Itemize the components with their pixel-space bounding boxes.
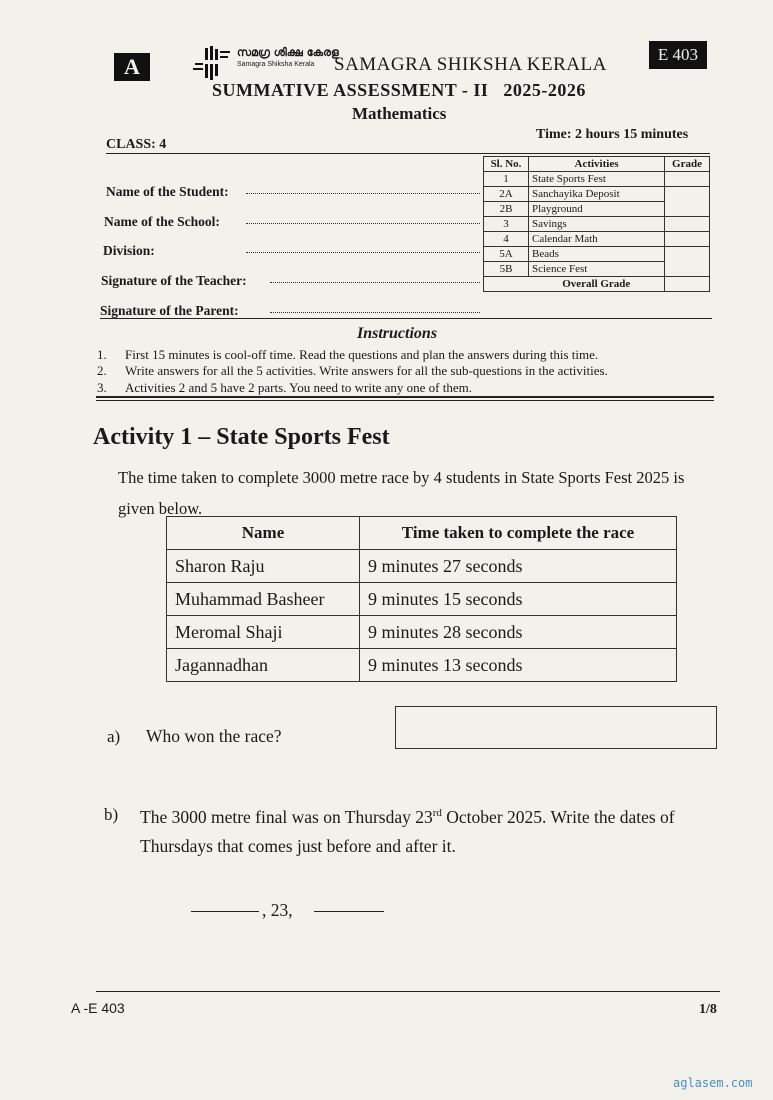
instruction-number: 1. (97, 347, 107, 362)
instruction-text: First 15 minutes is cool-off time. Read the questions and plan the answers during this time. (125, 347, 599, 362)
question-a-label: a) (107, 727, 121, 746)
answer-blank-middle: , 23, (262, 900, 293, 920)
logo-mark-icon (193, 46, 233, 80)
parent-signature-field[interactable] (270, 311, 480, 313)
grade-cell[interactable] (665, 217, 710, 232)
grade-header-grade: Grade (665, 157, 710, 172)
race-table-header (167, 517, 677, 550)
exam-title: SUMMATIVE ASSESSMENT - II 2025-2026 (212, 80, 586, 100)
samagra-logo (193, 44, 339, 80)
parent-signature-label: Signature of the Parent: (100, 303, 239, 318)
grade-row-activity: State Sports Fest (529, 172, 665, 187)
grade-row-activity: Savings (529, 217, 665, 232)
race-time-cell: 9 minutes 13 seconds (360, 649, 677, 682)
race-table (166, 516, 677, 682)
race-time-cell: 9 minutes 27 seconds (360, 550, 677, 583)
answer-blank-after[interactable] (314, 911, 384, 912)
grade-row-no: 3 (484, 217, 529, 232)
overall-grade-row (484, 277, 710, 292)
question-b-label: b) (104, 805, 119, 824)
race-header-name: Name (167, 517, 360, 550)
grade-row-no: 2A (484, 187, 529, 202)
school-name-field[interactable] (246, 222, 480, 224)
grade-row-activity: Calendar Math (529, 232, 665, 247)
instructions-title: Instructions (357, 325, 438, 342)
grade-cell[interactable] (665, 172, 710, 187)
student-name-cell: Jagannadhan (167, 649, 360, 682)
organisation-name: SAMAGRA SHIKSHA KERALA (334, 54, 607, 75)
question-b-text-part1: The 3000 metre final was on Thursday 23 (140, 806, 433, 827)
grade-cell[interactable] (665, 232, 710, 247)
instruction-item (97, 380, 472, 396)
subject-title: Mathematics (352, 104, 447, 123)
instruction-text: Write answers for all the 5 activities. Write answers for all the sub-questions in the activities. (125, 363, 608, 378)
student-name-cell: Muhammad Basheer (167, 583, 360, 616)
grade-header-slno: Sl. No. (484, 157, 529, 172)
grade-row-no: 2B (484, 202, 529, 217)
grade-row-activity: Playground (529, 202, 665, 217)
question-b-text-part2: October 2025. Write the dates of Thursdays that comes just before and after it. (140, 806, 675, 856)
grade-row (484, 172, 710, 187)
footer-divider (96, 991, 720, 992)
footer-paper-code: A -E 403 (71, 1000, 125, 1016)
grade-row-activity: Beads (529, 247, 665, 262)
question-a-answer-box[interactable] (395, 706, 717, 749)
race-header-time: Time taken to complete the race (360, 517, 677, 550)
table-row (167, 649, 677, 682)
grade-row-no: 5B (484, 262, 529, 277)
grade-row-no: 4 (484, 232, 529, 247)
question-b-text (140, 799, 720, 861)
student-name-field[interactable] (246, 192, 480, 194)
table-row (167, 583, 677, 616)
grade-row (484, 217, 710, 232)
activity-title: Activity 1 – State Sports Fest (93, 424, 390, 450)
set-label-badge: A (114, 53, 150, 81)
time-label: Time: 2 hours 15 minutes (536, 127, 689, 142)
overall-grade-cell[interactable] (665, 277, 710, 292)
division-field[interactable] (246, 251, 480, 253)
grade-table-header (484, 157, 710, 172)
question-a-text: Who won the race? (146, 726, 282, 746)
student-name-cell: Meromal Shaji (167, 616, 360, 649)
answer-blank-before[interactable] (191, 911, 259, 912)
instruction-number: 3. (97, 380, 107, 395)
table-row (167, 616, 677, 649)
school-name-label: Name of the School: (104, 214, 220, 229)
student-name-label: Name of the Student: (106, 184, 229, 199)
fields-divider (100, 318, 712, 319)
overall-grade-label: Overall Grade (529, 277, 665, 292)
logo-text-english: Samagra Shiksha Kerala (237, 61, 315, 68)
grade-header-activities: Activities (529, 157, 665, 172)
question-b-superscript: rd (432, 807, 442, 819)
instructions-divider-2 (96, 400, 714, 401)
student-name-cell: Sharon Raju (167, 550, 360, 583)
race-time-cell: 9 minutes 15 seconds (360, 583, 677, 616)
teacher-signature-label: Signature of the Teacher: (101, 273, 247, 288)
instruction-text: Activities 2 and 5 have 2 parts. You need to write any one of them. (125, 380, 472, 395)
grade-row (484, 187, 710, 202)
division-label: Division: (103, 243, 155, 258)
instruction-number: 2. (97, 363, 107, 378)
grade-row-activity: Sanchayika Deposit (529, 187, 665, 202)
grade-cell[interactable] (665, 187, 710, 217)
grade-cell[interactable] (665, 247, 710, 277)
page-number: 1/8 (699, 1002, 717, 1017)
class-label: CLASS: 4 (106, 137, 167, 152)
grade-row-no: 1 (484, 172, 529, 187)
source-watermark: aglasem.com (673, 1076, 753, 1090)
instruction-item (97, 347, 598, 363)
header-divider (106, 153, 710, 154)
instruction-item (97, 363, 608, 379)
grade-row (484, 232, 710, 247)
instructions-divider (96, 396, 714, 398)
grade-row (484, 247, 710, 262)
grade-row-activity: Science Fest (529, 262, 665, 277)
grade-table (483, 156, 710, 292)
table-row (167, 550, 677, 583)
paper-code-badge: E 403 (649, 41, 707, 69)
activity-intro: The time taken to complete 3000 metre race by 4 students in State Sports Fest 2025 is given below. (118, 468, 685, 518)
race-time-cell: 9 minutes 28 seconds (360, 616, 677, 649)
logo-text-malayalam: സമഗ്ര ശിക്ഷ കേരള (237, 46, 339, 59)
teacher-signature-field[interactable] (270, 281, 480, 283)
grade-row-no: 5A (484, 247, 529, 262)
